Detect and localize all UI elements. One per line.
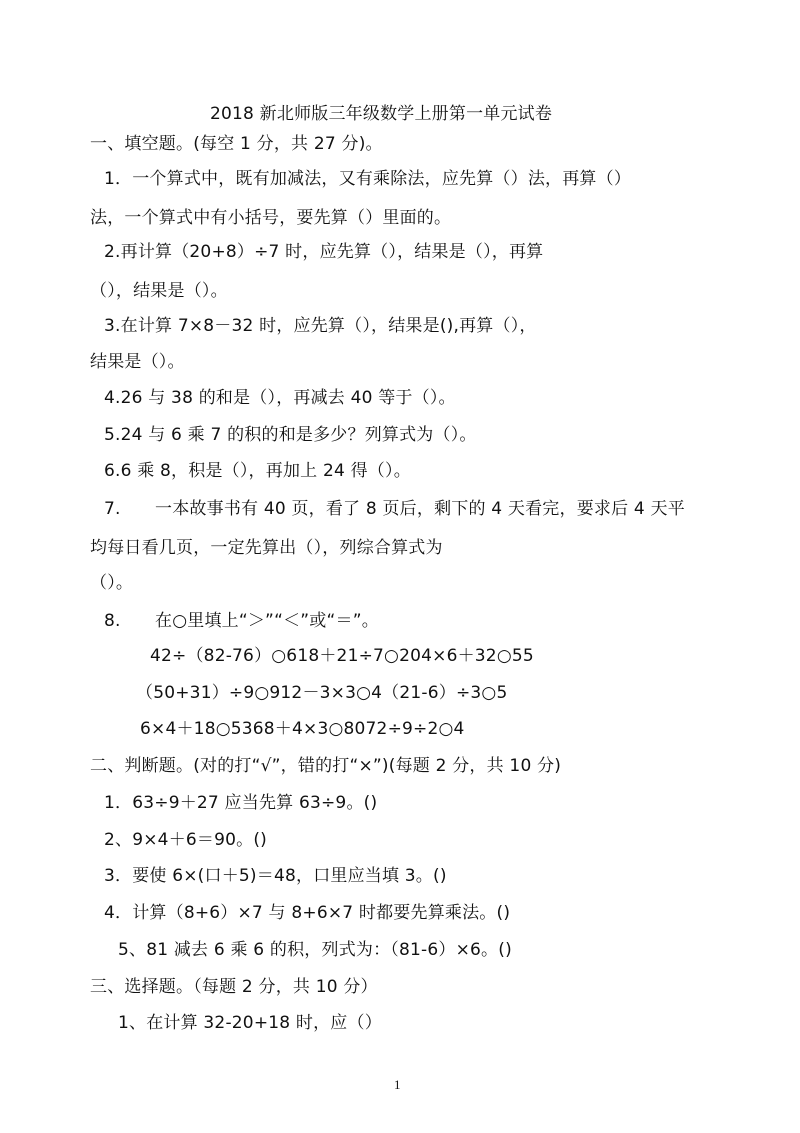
q1-3-line2: 结果是（）。 (90, 352, 185, 372)
q1-7-line3: （）。 (90, 573, 134, 593)
q1-3-line1: 3.在计算 7×8－32 时，应先算（），结果是(),再算（）， (104, 316, 537, 336)
q1-1-line2: 法，一个算式中有小括号，要先算（）里面的。 (90, 208, 452, 228)
section2-heading: 二、判断题。(对的打“√”，错的打“×”)(每题 2 分，共 10 分) (90, 756, 562, 776)
q2-3: 3．要使 6×(口＋5)＝48，口里应当填 3。() (104, 866, 447, 886)
q2-1: 1．63÷9＋27 应当先算 63÷9。() (104, 793, 378, 813)
q1-5: 5.24 与 6 乘 7 的积的和是多少？列算式为（）。 (104, 425, 477, 445)
q2-4: 4．计算（8+6）×7 与 8+6×7 时都要先算乘法。() (104, 903, 511, 923)
q1-8-instruction: 8. 在○里填上“＞”“＜”或“＝”。 (104, 611, 379, 631)
q2-2: 2、9×4＋6＝90。() (104, 830, 268, 850)
q2-5: 5、81 减去 6 乘 6 的积，列式为：（81-6）×6。() (118, 940, 512, 960)
q1-2-line1: 2.再计算（20+8）÷7 时，应先算（），结果是（），再算 (104, 242, 544, 262)
section1-heading: 一、填空题。(每空 1 分，共 27 分)。 (90, 134, 383, 154)
q3-1: 1、在计算 32-20+18 时，应（） (118, 1013, 382, 1033)
section3-heading: 三、选择题。（每题 2 分，共 10 分） (90, 977, 378, 997)
q1-6: 6.6 乘 8，积是（），再加上 24 得（）。 (104, 461, 411, 481)
q1-8-row2: （50+31）÷9○912－3×3○4（21-6）÷3○5 (136, 683, 508, 703)
q1-8-row3: 6×4＋18○5368＋4×3○8072÷9÷2○4 (140, 719, 465, 739)
q1-7-line2: 均每日看几页，一定先算出（），列综合算式为 (90, 538, 443, 558)
q1-7-line1: 7. 一本故事书有 40 页，看了 8 页后，剩下的 4 天看完，要求后 4 天平 (104, 499, 685, 519)
exam-title: 2018 新北师版三年级数学上册第一单元试卷 (210, 104, 553, 124)
q1-4: 4.26 与 38 的和是（），再减去 40 等于（）。 (104, 388, 456, 408)
q1-8-row1: 42÷（82-76）○618＋21÷7○204×6＋32○55 (150, 646, 534, 666)
q1-2-line2: （），结果是（）。 (90, 281, 228, 301)
page-number: 1 (394, 1077, 401, 1092)
q1-1-line1: 1．一个算式中，既有加减法，又有乘除法，应先算（）法，再算（） (104, 169, 632, 189)
